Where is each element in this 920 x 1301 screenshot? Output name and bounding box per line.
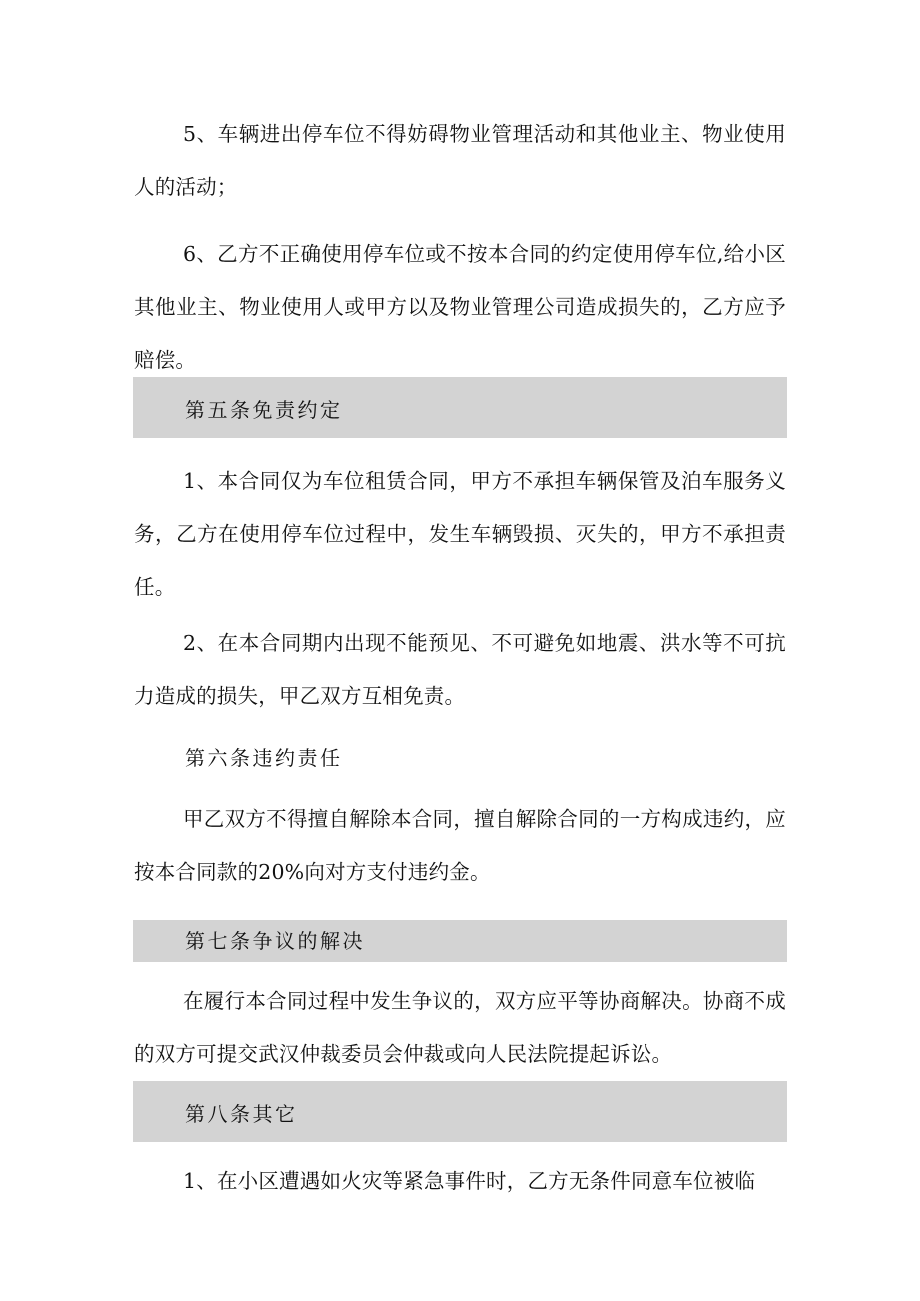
- paragraph-article5-item1: 1、本合同仅为车位租赁合同，甲方不承担车辆保管及泊车服务义务，乙方在使用停车位过程中，发生车辆毁损、灭失的，甲方不承担责任。: [134, 469, 786, 599]
- paragraph-article7: 在履行本合同过程中发生争议的，双方应平等协商解决。协商不成的双方可提交武汉仲裁委员会仲裁或向人民法院提起诉讼。: [134, 989, 786, 1066]
- paragraph-article6: 甲乙双方不得擅自解除本合同，擅自解除合同的一方构成违约，应按本合同款的20%向对方支付违约金。: [134, 807, 786, 884]
- heading-article8: 第八条其它: [185, 1102, 298, 1126]
- heading-article7: 第七条争议的解决: [185, 929, 365, 953]
- paragraph-item-5: 5、车辆进出停车位不得妨碍物业管理活动和其他业主、物业使用人的活动；: [134, 122, 786, 199]
- paragraph-article8-item1: 1、在小区遭遇如火灾等紧急事件时，乙方无条件同意车位被临: [183, 1169, 756, 1193]
- heading-article5: 第五条免责约定: [185, 398, 343, 422]
- paragraph-article5-item2: 2、在本合同期内出现不能预见、不可避免如地震、洪水等不可抗力造成的损失，甲乙双方互相免责。: [134, 631, 786, 708]
- heading-article6: 第六条违约责任: [185, 746, 343, 770]
- paragraph-item-6: 6、乙方不正确使用停车位或不按本合同的约定使用停车位,给小区其他业主、物业使用人或甲方以及物业管理公司造成损失的，乙方应予赔偿。: [134, 242, 786, 372]
